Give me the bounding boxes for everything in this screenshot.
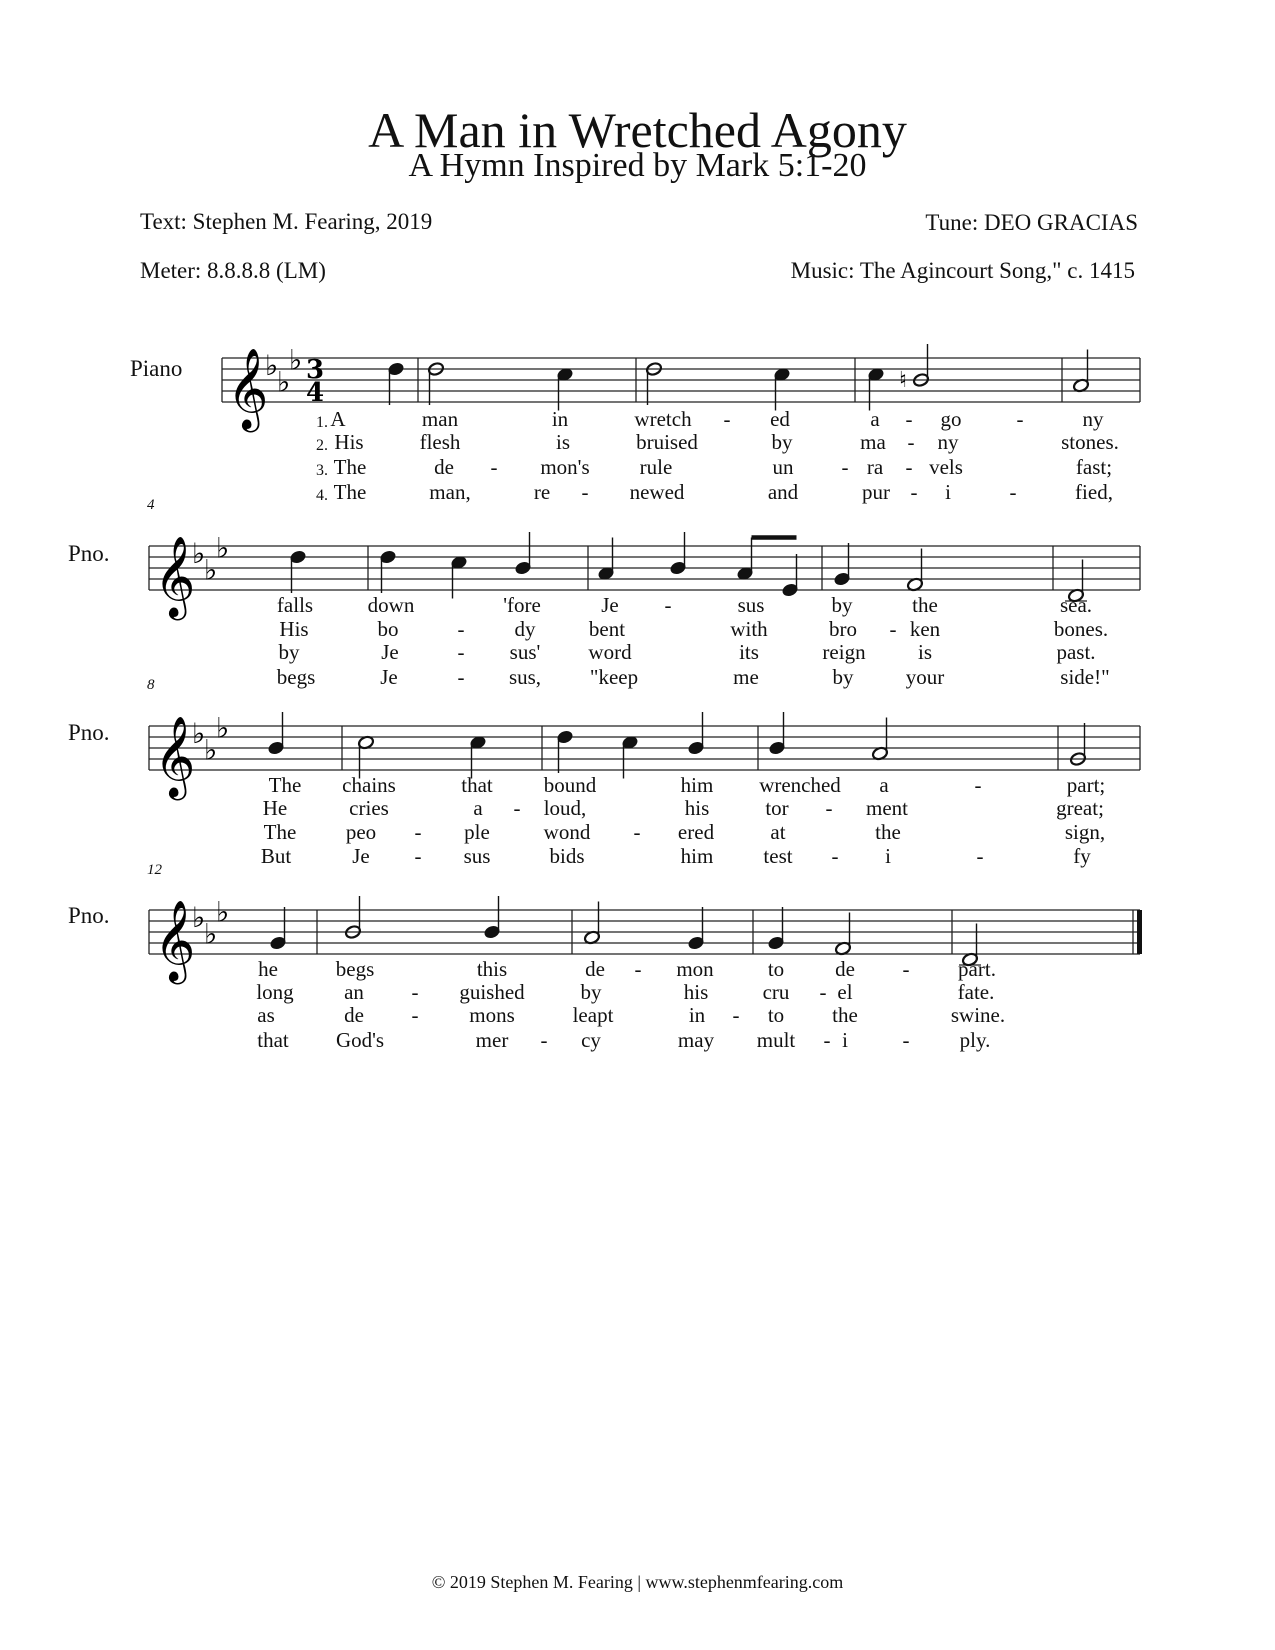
lyric-syllable: begs	[335, 957, 375, 981]
lyric-syllable: ny	[1082, 407, 1104, 431]
lyric-syllable: sus	[463, 844, 491, 868]
lyric-syllable: a	[870, 407, 880, 431]
lyric-syllable: bids	[549, 844, 585, 868]
lyric-syllable: ment	[866, 796, 908, 820]
lyric-syllable: word	[588, 640, 632, 664]
lyric-syllable: fy	[1073, 844, 1091, 868]
lyric-syllable: ple	[464, 820, 490, 844]
lyric-syllable: as	[257, 1003, 275, 1027]
lyric-syllable: test	[763, 844, 793, 868]
verse-number: 1.	[316, 414, 328, 431]
lyric-syllable: at	[770, 820, 786, 844]
verse-number: 4.	[316, 487, 328, 504]
lyric-syllable: in	[688, 1003, 706, 1027]
flat-icon: ♭	[204, 553, 218, 587]
lyric-syllable: ra	[866, 455, 884, 479]
lyric-syllable: reign	[822, 640, 866, 664]
lyric-hyphen: -	[490, 455, 498, 479]
lyric-hyphen: -	[634, 957, 642, 981]
lyric-syllable: sea.	[1059, 593, 1093, 617]
flat-icon: ♭	[216, 711, 230, 745]
lyric-syllable: his	[684, 796, 710, 820]
lyric-syllable: him	[680, 844, 714, 868]
lyric-syllable: flesh	[419, 430, 461, 454]
lyric-syllable: vels	[929, 455, 963, 479]
lyric-hyphen: -	[905, 455, 913, 479]
lyric-syllable: part;	[1066, 773, 1106, 797]
lyric-syllable: a	[473, 796, 483, 820]
lyric-syllable: swine.	[950, 1003, 1006, 1027]
lyric-hyphen: -	[414, 844, 422, 868]
lyric-syllable: bruised	[636, 430, 698, 454]
instrument-label: Pno.	[68, 903, 110, 928]
lyric-syllable: fate.	[957, 980, 995, 1004]
lyric-syllable: mons	[469, 1003, 515, 1027]
lyric-syllable: that	[257, 1028, 289, 1052]
lyric-syllable: bro	[829, 617, 857, 641]
lyric-syllable: Je	[352, 844, 370, 868]
tune-label: Tune: DEO GRACIAS	[925, 210, 1138, 235]
lyric-syllable: "keep	[589, 665, 639, 689]
lyric-hyphen: -	[581, 480, 589, 504]
time-signature-numerator: 3	[306, 355, 325, 385]
lyric-syllable: me	[733, 665, 759, 689]
lyric-syllable: by	[831, 593, 853, 617]
lyric-syllable: dy	[514, 617, 536, 641]
lyric-syllable: wond	[543, 820, 591, 844]
lyric-hyphen: -	[540, 1028, 548, 1052]
lyric-syllable: rule	[639, 455, 673, 479]
lyric-syllable: Je	[381, 640, 399, 664]
lyric-syllable: past.	[1056, 640, 1096, 664]
music-credit: Music: The Agincourt Song," c. 1415	[790, 258, 1135, 283]
lyric-syllable: de	[585, 957, 605, 981]
lyric-syllable: may	[677, 1028, 715, 1052]
lyric-syllable: sus	[737, 593, 765, 617]
lyric-syllable: bent	[588, 617, 626, 641]
lyric-syllable: sus'	[509, 640, 541, 664]
lyric-hyphen: -	[664, 593, 672, 617]
lyric-syllable: ply.	[959, 1028, 991, 1052]
instrument-label: Pno.	[68, 720, 110, 745]
flat-icon: ♭	[192, 901, 206, 934]
lyric-syllable: by	[278, 640, 300, 664]
measure-number: 4	[147, 497, 155, 513]
lyric-syllable: ed	[770, 407, 790, 431]
lyric-syllable: his	[683, 980, 709, 1004]
lyric-syllable: that	[461, 773, 493, 797]
treble-clef-icon: 𝄞	[154, 899, 196, 981]
lyric-syllable: ken	[909, 617, 941, 641]
lyric-hyphen: -	[889, 617, 897, 641]
lyric-hyphen: -	[1009, 480, 1017, 504]
lyric-syllable: He	[262, 796, 288, 820]
flat-icon: ♭	[216, 895, 230, 929]
lyric-syllable: The	[333, 455, 367, 479]
lyric-hyphen: -	[841, 455, 849, 479]
lyric-syllable: But	[260, 844, 292, 868]
lyric-syllable: guished	[459, 980, 525, 1004]
lyric-syllable: Je	[380, 665, 398, 689]
lyric-syllable: tor	[765, 796, 789, 820]
lyric-hyphen: -	[819, 980, 827, 1004]
treble-clef-icon: 𝄞	[154, 715, 196, 797]
lyric-syllable: peo	[345, 820, 377, 844]
lyric-syllable: The	[268, 773, 302, 797]
lyric-syllable: i	[945, 480, 951, 504]
lyric-syllable: el	[837, 980, 853, 1004]
lyric-hyphen: -	[976, 844, 984, 868]
lyric-syllable: ny	[937, 430, 959, 454]
lyric-syllable: and	[767, 480, 799, 504]
instrument-label: Piano	[130, 356, 183, 381]
lyric-hyphen: -	[633, 820, 641, 844]
lyric-syllable: in	[551, 407, 569, 431]
lyric-syllable: the	[875, 820, 901, 844]
treble-clef-icon: 𝄞	[154, 535, 196, 617]
hymn-title: A Man in Wretched Agony	[368, 102, 907, 158]
lyric-syllable: de	[344, 1003, 364, 1027]
lyric-syllable: a	[879, 773, 889, 797]
lyric-hyphen: -	[1016, 407, 1024, 431]
lyric-syllable: mult	[756, 1028, 796, 1052]
lyric-syllable: side!"	[1060, 665, 1110, 689]
instrument-label: Pno.	[68, 541, 110, 566]
lyric-hyphen: -	[910, 480, 918, 504]
lyric-syllable: His	[279, 617, 309, 641]
lyric-syllable: cries	[349, 796, 389, 820]
lyric-hyphen: -	[723, 407, 731, 431]
lyric-syllable: stones.	[1061, 430, 1119, 454]
lyric-syllable: is	[555, 430, 571, 454]
lyric-hyphen: -	[823, 1028, 831, 1052]
lyric-syllable: pur	[862, 480, 890, 504]
lyric-syllable: bound	[543, 773, 597, 797]
lyric-syllable: mon	[676, 957, 714, 981]
flat-icon: ♭	[277, 365, 291, 399]
lyric-syllable: The	[333, 480, 367, 504]
time-signature-denominator: 4	[306, 378, 325, 408]
flat-icon: ♭	[204, 733, 218, 767]
lyric-hyphen: -	[825, 796, 833, 820]
measure-number: 8	[147, 677, 155, 693]
lyric-syllable: part.	[958, 957, 996, 981]
lyric-syllable: God's	[335, 1028, 385, 1052]
lyric-syllable: long	[256, 980, 294, 1004]
lyric-syllable: leapt	[572, 1003, 614, 1027]
lyric-syllable: sus,	[508, 665, 542, 689]
lyric-hyphen: -	[457, 640, 465, 664]
lyric-hyphen: -	[902, 1028, 910, 1052]
lyric-syllable: he	[258, 957, 278, 981]
lyric-syllable: i	[842, 1028, 848, 1052]
lyric-syllable: wrenched	[759, 773, 841, 797]
lyric-syllable: him	[680, 773, 714, 797]
verse-number: 2.	[316, 437, 328, 454]
lyric-syllable: wretch	[634, 407, 692, 431]
lyric-syllable: ma	[860, 430, 886, 454]
lyric-syllable: mer	[475, 1028, 509, 1052]
lyric-syllable: this	[476, 957, 508, 981]
lyric-hyphen: -	[974, 773, 982, 797]
lyric-syllable: 'fore	[503, 593, 541, 617]
flat-icon: ♭	[265, 349, 279, 382]
lyric-syllable: The	[263, 820, 297, 844]
lyric-hyphen: -	[902, 957, 910, 981]
meter-label: Meter: 8.8.8.8 (LM)	[140, 258, 326, 283]
lyric-hyphen: -	[411, 1003, 419, 1027]
lyric-syllable: your	[905, 665, 945, 689]
lyric-hyphen: -	[732, 1003, 740, 1027]
lyric-hyphen: -	[457, 665, 465, 689]
lyric-syllable: sign,	[1064, 820, 1106, 844]
lyric-syllable: go	[940, 407, 962, 431]
lyric-hyphen: -	[414, 820, 422, 844]
lyric-syllable: an	[344, 980, 364, 1004]
lyric-syllable: by	[771, 430, 793, 454]
lyric-syllable: i	[885, 844, 891, 868]
lyric-syllable: man	[421, 407, 459, 431]
lyric-syllable: the	[912, 593, 938, 617]
measure-number: 12	[147, 862, 162, 878]
lyric-syllable: de	[434, 455, 454, 479]
lyric-syllable: ered	[677, 820, 715, 844]
lyric-syllable: is	[917, 640, 933, 664]
lyric-hyphen: -	[457, 617, 465, 641]
lyric-syllable: great;	[1056, 796, 1104, 820]
lyric-syllable: loud,	[543, 796, 587, 820]
lyric-hyphen: -	[513, 796, 521, 820]
lyric-syllable: newed	[629, 480, 685, 504]
lyric-hyphen: -	[907, 430, 915, 454]
lyric-syllable: fied,	[1075, 480, 1113, 504]
lyric-hyphen: -	[831, 844, 839, 868]
lyric-syllable: down	[367, 593, 415, 617]
flat-icon: ♭	[216, 531, 230, 565]
flat-icon: ♭	[192, 717, 206, 750]
lyric-syllable: Je	[601, 593, 619, 617]
lyric-syllable: His	[334, 430, 364, 454]
lyric-syllable: its	[739, 640, 759, 664]
lyric-syllable: to	[767, 957, 785, 981]
copyright-footer: © 2019 Stephen M. Fearing | www.stephenmfearing.com	[431, 1572, 844, 1592]
natural-icon: ♮	[899, 368, 907, 393]
hymn-subtitle: A Hymn Inspired by Mark 5:1-20	[408, 147, 867, 184]
lyric-syllable: cru	[762, 980, 790, 1004]
lyric-syllable: fast;	[1075, 455, 1113, 479]
text-credit: Text: Stephen M. Fearing, 2019	[140, 209, 433, 234]
lyric-syllable: chains	[342, 773, 396, 797]
flat-icon: ♭	[192, 537, 206, 570]
lyric-hyphen: -	[411, 980, 419, 1004]
lyric-syllable: de	[835, 957, 855, 981]
final-barline	[1137, 910, 1142, 954]
lyric-syllable: mon's	[540, 455, 590, 479]
lyric-syllable: man,	[429, 480, 471, 504]
lyric-syllable: with	[730, 617, 768, 641]
lyric-syllable: A	[330, 407, 346, 431]
lyric-syllable: re	[533, 480, 551, 504]
treble-clef-icon: 𝄞	[227, 347, 269, 429]
lyric-syllable: by	[832, 665, 854, 689]
lyric-syllable: bo	[377, 617, 399, 641]
lyric-syllable: un	[772, 455, 794, 479]
lyric-hyphen: -	[905, 407, 913, 431]
lyric-syllable: the	[832, 1003, 858, 1027]
lyric-syllable: by	[580, 980, 602, 1004]
flat-icon: ♭	[289, 343, 303, 377]
lyric-syllable: to	[767, 1003, 785, 1027]
lyric-syllable: cy	[581, 1028, 601, 1052]
lyric-syllable: begs	[276, 665, 316, 689]
lyric-syllable: falls	[276, 593, 314, 617]
flat-icon: ♭	[204, 917, 218, 951]
lyric-syllable: bones.	[1053, 617, 1109, 641]
verse-number: 3.	[316, 462, 328, 479]
